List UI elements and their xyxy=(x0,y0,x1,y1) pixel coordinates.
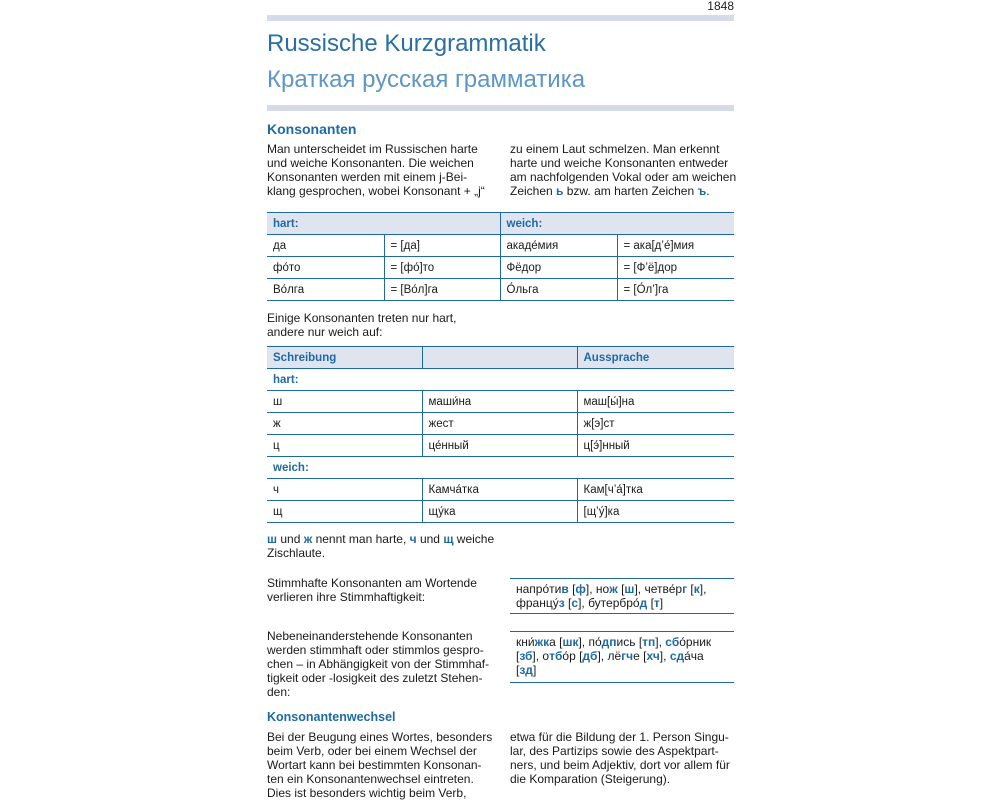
example-line xyxy=(516,596,728,610)
text-fragment: францу́ xyxy=(516,596,559,610)
letter-highlight: ш xyxy=(267,532,278,546)
text-line: Einige Konsonanten treten nur hart, xyxy=(267,311,457,325)
text-line: Konsonanten werden mit einem j-Bei- xyxy=(267,170,468,184)
table-cell: ц[э́]нный xyxy=(577,435,734,457)
nebeneinander-text xyxy=(267,629,507,699)
table-row xyxy=(267,257,734,279)
subheader-row xyxy=(267,457,734,479)
text-fragment: [ xyxy=(516,649,520,663)
page-subtitle: Краткая русская грамматика xyxy=(267,66,586,93)
letter-highlight: д xyxy=(639,596,648,610)
letter-highlight: сб xyxy=(665,635,680,649)
text-fragment: а́ча xyxy=(684,649,704,663)
letter-highlight: зб xyxy=(519,649,533,663)
text-line: andere nur weich auf: xyxy=(267,325,383,339)
text-fragment: ], xyxy=(699,582,707,596)
table-header-row xyxy=(267,213,734,235)
text-line: Stimmhafte Konsonanten am Wortende xyxy=(267,576,477,590)
letter-highlight: тб xyxy=(549,649,563,663)
wechsel-text-col2 xyxy=(510,730,740,786)
table-cell: ж xyxy=(267,413,422,435)
letter-highlight: г xyxy=(682,582,688,596)
table-cell: маши́на xyxy=(422,391,577,413)
text-fragment: ], но xyxy=(585,582,610,596)
top-rule xyxy=(267,15,734,21)
letter-highlight: ж xyxy=(609,582,618,596)
text-fragment: [ xyxy=(564,596,572,610)
text-line: werden stimmhaft oder stimmlos gespro- xyxy=(267,643,484,657)
text-fragment: nennt man harte, xyxy=(312,532,410,546)
text-line: Zischlaute. xyxy=(267,546,326,560)
table-row xyxy=(267,479,734,501)
text-fragment: [ xyxy=(617,582,625,596)
table-cell: = [фо́]то xyxy=(384,257,500,279)
table-row xyxy=(267,501,734,523)
header-empty xyxy=(422,347,577,369)
header-hart: hart: xyxy=(267,213,500,235)
text-fragment: ], четве́р xyxy=(634,582,683,596)
letter-highlight: гч xyxy=(621,649,634,663)
text-fragment: ], бутербро́ xyxy=(578,596,640,610)
text-line: Wortart kann bei bestimmten Konsonan- xyxy=(267,758,482,772)
text-fragment: und xyxy=(416,532,444,546)
letter-highlight: ж xyxy=(303,532,313,546)
table-cell: ш xyxy=(267,391,422,413)
letter-highlight: к xyxy=(693,582,700,596)
letter-highlight: жк xyxy=(534,635,550,649)
nebeneinander-examples xyxy=(510,631,734,683)
table-cell: = [Во́л]га xyxy=(384,279,500,301)
schreibung-table xyxy=(267,346,734,523)
zischlaute-text xyxy=(267,532,507,560)
text-fragment: ] xyxy=(532,663,537,677)
title-rule xyxy=(267,105,734,111)
table-row xyxy=(267,413,734,435)
table-row xyxy=(267,279,734,301)
letter-highlight: с xyxy=(571,596,579,610)
text-line: chen – in Abhängigkeit von der Stimmhaf- xyxy=(267,657,490,671)
text-fragment: weiche xyxy=(453,532,495,546)
table-cell: да xyxy=(267,235,384,257)
text-line xyxy=(510,184,740,198)
text-fragment: und xyxy=(277,532,304,546)
letter-highlight: зд xyxy=(519,663,533,677)
text-fragment: напро́ти xyxy=(516,582,562,596)
table-cell: жест xyxy=(422,413,577,435)
table-row xyxy=(267,435,734,457)
header-weich: weich: xyxy=(500,213,734,235)
text-line: Dies ist besonders wichtig beim Verb, xyxy=(267,786,467,800)
text-line: klang gesprochen, wobei Konsonant + „j“ xyxy=(267,184,485,198)
letter-highlight: шк xyxy=(562,635,579,649)
text-line xyxy=(267,532,507,546)
text-fragment: о́р [ xyxy=(562,649,583,663)
text-fragment: bzw. am harten Zeichen xyxy=(563,184,698,198)
konsonanten-text-col1 xyxy=(267,142,497,198)
table-cell: маш[ы́]на xyxy=(577,391,734,413)
table-cell: акаде́мия xyxy=(500,235,617,257)
text-line: harte und weiche Konsonanten entweder xyxy=(510,156,729,170)
table-cell: = [Ф’ё]дор xyxy=(617,257,734,279)
table-cell: = ака[д’е́]мия xyxy=(617,235,734,257)
text-fragment: ] xyxy=(659,596,664,610)
wechsel-text-col1 xyxy=(267,730,502,800)
text-line: Bei der Beugung eines Wortes, besonders xyxy=(267,730,493,744)
text-fragment: [ xyxy=(568,582,576,596)
letter-highlight: щ xyxy=(443,532,454,546)
soft-sign: ь xyxy=(556,184,564,198)
text-fragment: а [ xyxy=(549,635,563,649)
letter-highlight: з xyxy=(558,596,565,610)
text-fragment: [ xyxy=(687,582,694,596)
hard-sign: ъ xyxy=(697,184,707,198)
text-fragment: Zeichen xyxy=(510,184,557,198)
example-line xyxy=(516,635,728,649)
text-line: beim Verb, oder bei einem Wechsel der xyxy=(267,744,477,758)
text-line: zu einem Laut schmelzen. Man erkennt xyxy=(510,142,720,156)
table-row xyxy=(267,391,734,413)
text-fragment: [ xyxy=(647,596,654,610)
header-schreibung: Schreibung xyxy=(267,347,422,369)
letter-highlight: хч xyxy=(646,649,660,663)
text-fragment: ], по́ xyxy=(578,635,602,649)
table-cell: ж[э]ст xyxy=(577,413,734,435)
table-header-row xyxy=(267,347,734,369)
letter-highlight: ч xyxy=(409,532,417,546)
page-title: Russische Kurzgrammatik xyxy=(267,30,546,57)
letter-highlight: ш xyxy=(624,582,635,596)
text-fragment: [ xyxy=(516,663,520,677)
table-cell: Фёдор xyxy=(500,257,617,279)
text-fragment: ись [ xyxy=(616,635,643,649)
example-line xyxy=(516,582,728,596)
text-fragment: . xyxy=(706,184,710,198)
example-line xyxy=(516,663,728,677)
letter-highlight: ф xyxy=(575,582,586,596)
text-line: am nachfolgenden Vokal oder am weichen xyxy=(510,170,737,184)
section-heading-konsonanten: Konsonanten xyxy=(267,121,357,137)
stimmhaft-examples xyxy=(510,578,734,614)
text-line: lar, des Partizips sowie des Aspektpart- xyxy=(510,744,719,758)
text-fragment: о́рник xyxy=(679,635,712,649)
text-line: und weiche Konsonanten. Die weichen xyxy=(267,156,474,170)
text-line: etwa für die Bildung der 1. Person Singu- xyxy=(510,730,729,744)
letter-highlight: т xyxy=(653,596,660,610)
text-line: ten ein Konsonantenwechsel eintreten. xyxy=(267,772,474,786)
letter-highlight: сд xyxy=(669,649,685,663)
subheader-hart: hart: xyxy=(267,369,734,391)
letter-highlight: в xyxy=(561,582,569,596)
section-heading-konsonantenwechsel: Konsonantenwechsel xyxy=(267,710,396,724)
text-line: den: xyxy=(267,685,291,699)
text-line: die Komparation (Steigerung). xyxy=(510,772,671,786)
text-fragment: ], xyxy=(659,649,670,663)
letter-highlight: тп xyxy=(642,635,656,649)
letter-highlight: дб xyxy=(582,649,598,663)
table-cell: Камча́тка xyxy=(422,479,577,501)
example-line xyxy=(516,649,728,663)
table-cell: О́льга xyxy=(500,279,617,301)
table-cell: це́нный xyxy=(422,435,577,457)
subheader-weich: weich: xyxy=(267,457,734,479)
table-cell: щу́ка xyxy=(422,501,577,523)
text-fragment: ], о xyxy=(532,649,550,663)
intro-hart-weich xyxy=(267,311,507,339)
table-cell: Во́лга xyxy=(267,279,384,301)
table-cell: щ xyxy=(267,501,422,523)
text-line: tigkeit oder -losigkeit des zuletzt Stehen- xyxy=(267,671,483,685)
table-cell: [щ’у́]ка xyxy=(577,501,734,523)
text-fragment: кни́ xyxy=(516,635,535,649)
letter-highlight: дп xyxy=(601,635,617,649)
subheader-row xyxy=(267,369,734,391)
table-cell: Кам[ч’а́]тка xyxy=(577,479,734,501)
hart-weich-table xyxy=(267,212,734,301)
table-row xyxy=(267,235,734,257)
text-line: Man unterscheidet im Russischen harte xyxy=(267,142,478,156)
table-cell: фо́то xyxy=(267,257,384,279)
text-line: ners, und beim Adjektiv, dort vor allem für xyxy=(510,758,730,772)
page-number: 1848 xyxy=(707,0,734,13)
stimmhaft-text xyxy=(267,576,507,604)
table-cell: ц xyxy=(267,435,422,457)
konsonanten-text-col2 xyxy=(510,142,740,198)
table-cell: = [да] xyxy=(384,235,500,257)
text-line: Nebeneinanderstehende Konsonanten xyxy=(267,629,473,643)
text-fragment: е [ xyxy=(633,649,647,663)
header-aussprache: Aussprache xyxy=(577,347,734,369)
text-fragment: ], xyxy=(655,635,666,649)
text-fragment: ], лё xyxy=(597,649,622,663)
text-line: verlieren ihre Stimmhaftigkeit: xyxy=(267,590,426,604)
table-cell: = [О́л’]га xyxy=(617,279,734,301)
table-cell: ч xyxy=(267,479,422,501)
